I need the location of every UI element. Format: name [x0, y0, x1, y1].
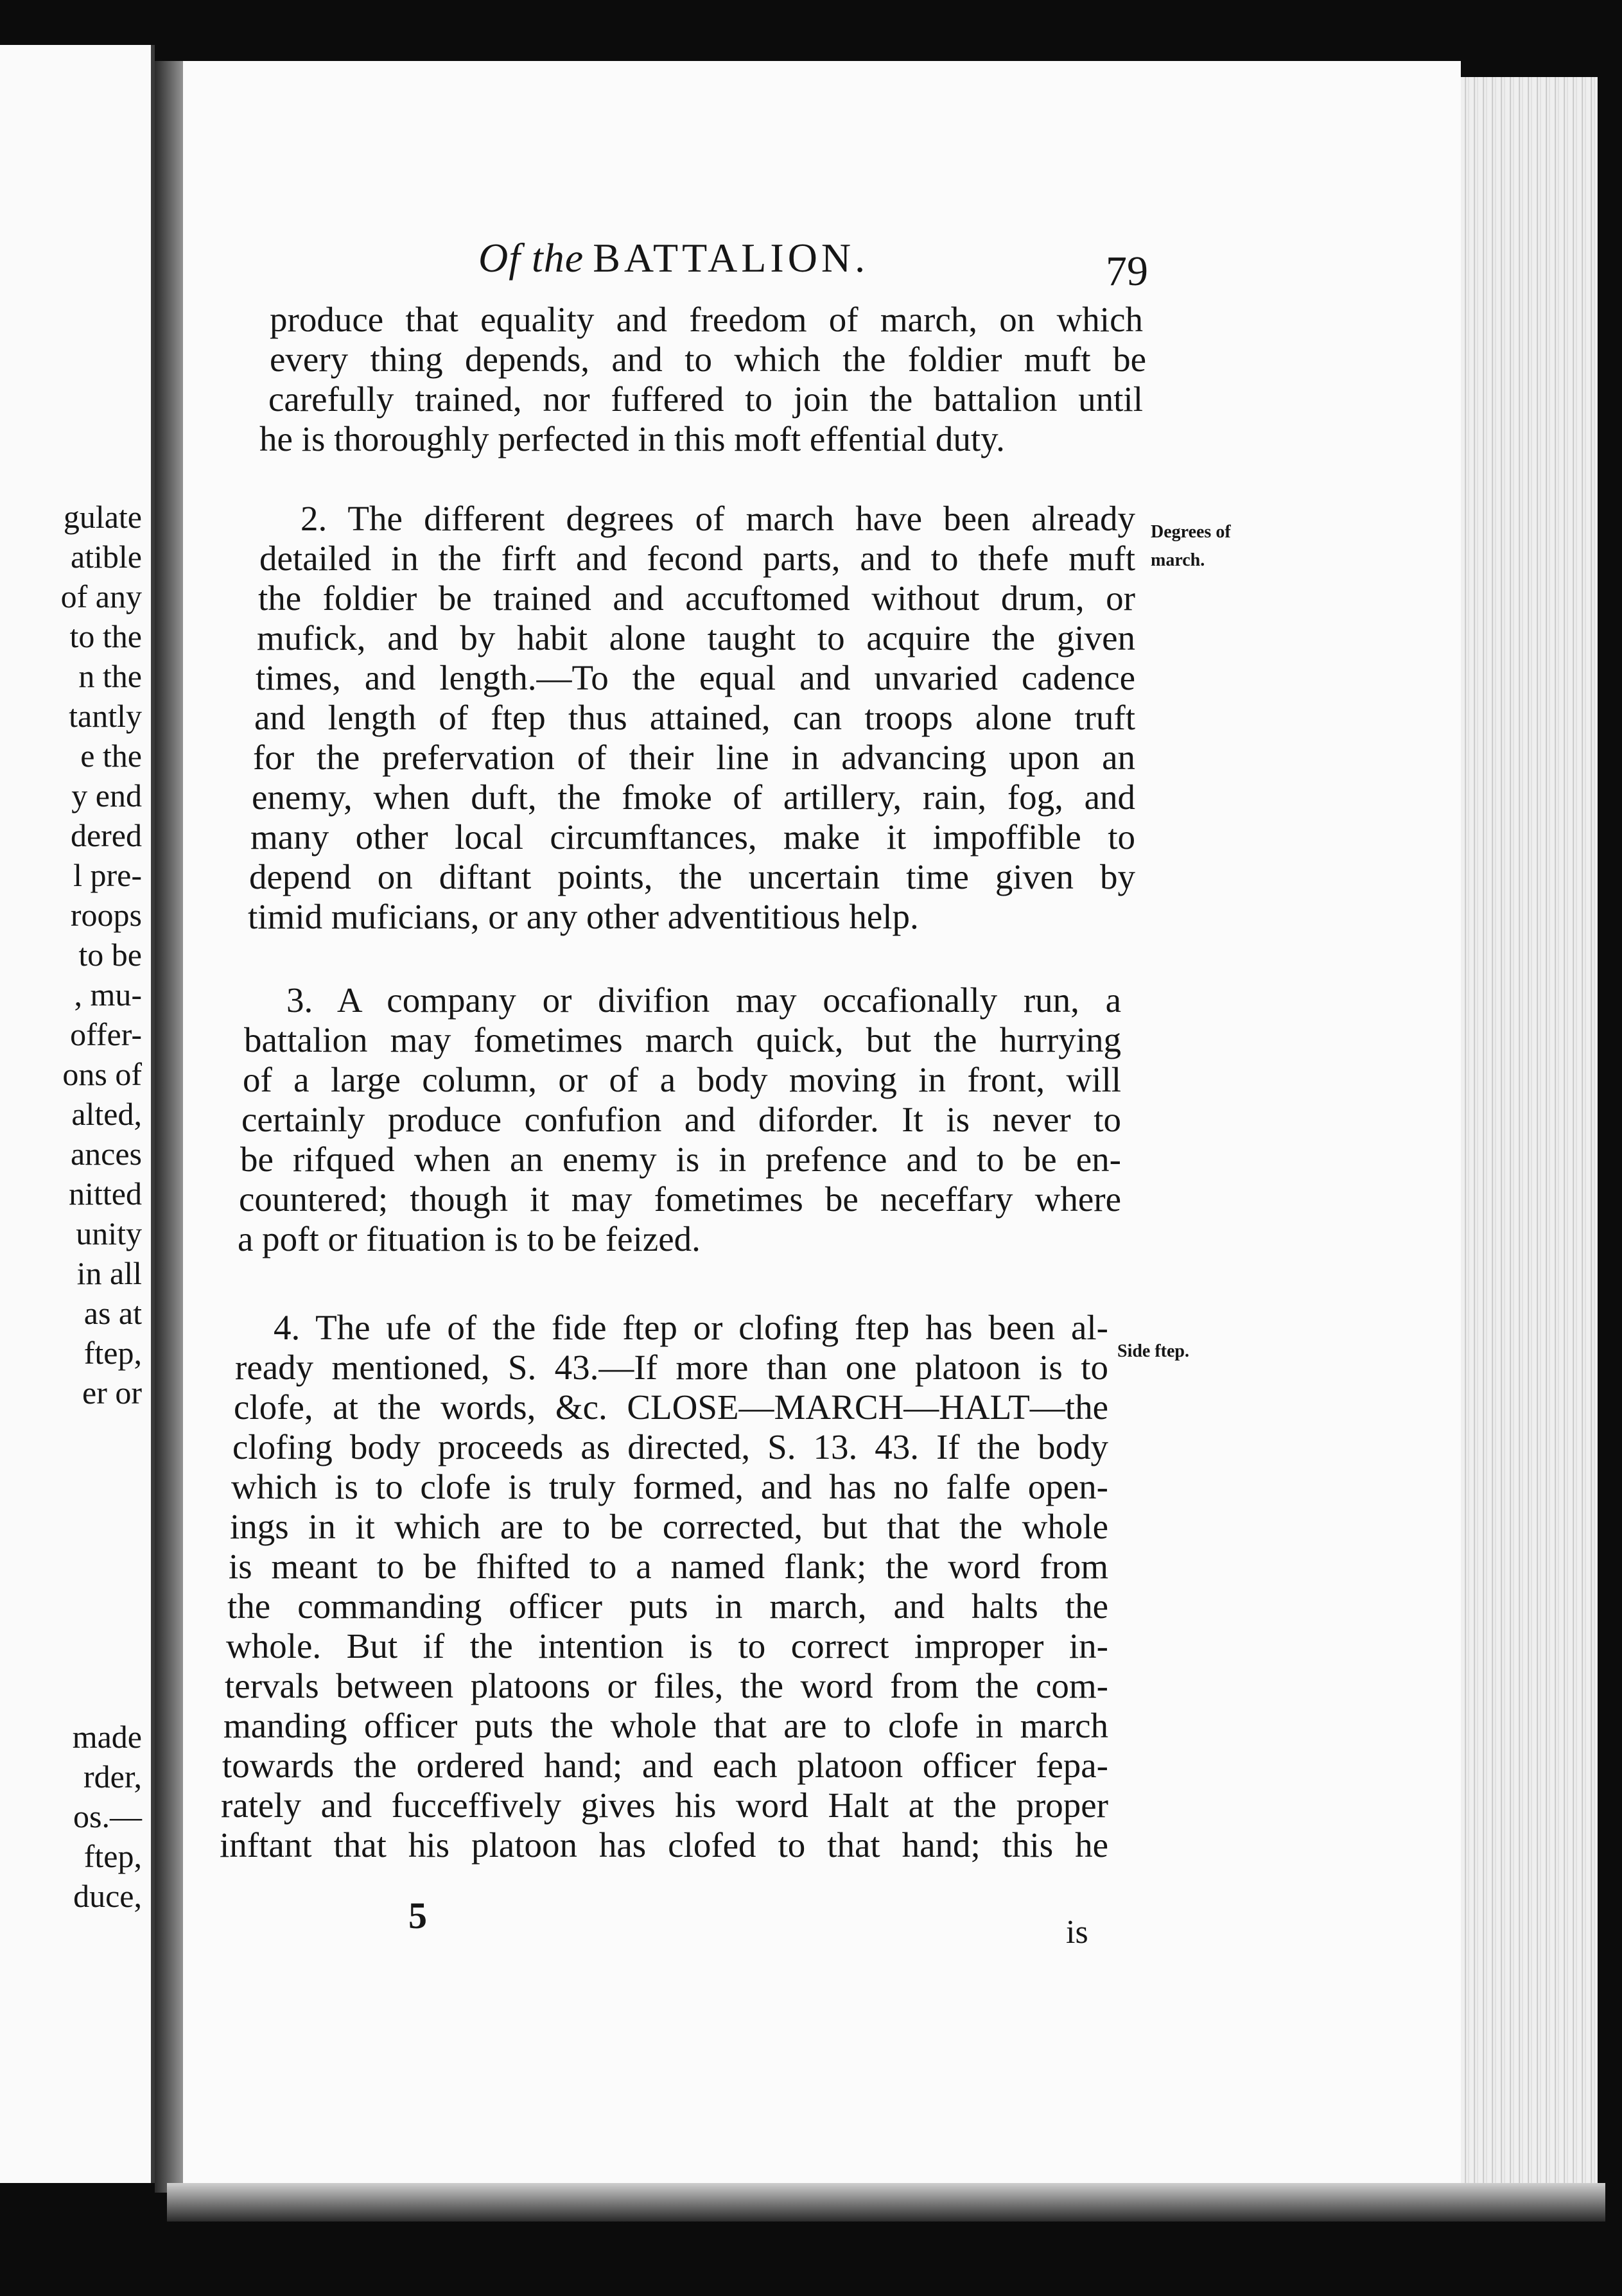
left-page-fragment: , mu-	[74, 977, 142, 1013]
text-line: enemy, when duft, the fmoke of artillery, rain, fog, and	[252, 778, 1135, 817]
text-line: clofing body proceeds as directed, S. 13. 43. If the body	[232, 1427, 1108, 1466]
text-line: ready mentioned, S. 43.—If more than one platoon is to	[235, 1348, 1108, 1387]
text-line: many other local circumftances, make it impoffible to	[250, 817, 1135, 857]
text-line: towards the ordered hand; and each platoon officer fepa-	[222, 1746, 1108, 1785]
text-line: manding officer puts the whole that are to clofe in march	[223, 1706, 1108, 1745]
text-line: clofe, at the words, &c. CLOSE—MARCH—HALT—the	[234, 1387, 1108, 1427]
margin-note-march: march.	[1151, 550, 1205, 570]
left-page-fragment: as at	[83, 1295, 142, 1331]
text-line: whole. But if the intention is to correct improper in-	[226, 1626, 1108, 1665]
text-line: be rifqued when an enemy is in prefence and to be en-	[240, 1140, 1121, 1179]
text-line: inftant that his platoon has clofed to that hand; this he	[220, 1825, 1108, 1865]
text-line: 3. A company or divifion may occafionally run, a	[286, 980, 1121, 1020]
text-line: depend on diftant points, the uncertain time given by	[249, 857, 1135, 896]
left-page-fragment: l pre-	[73, 857, 142, 893]
left-page-fragment: to be	[78, 937, 142, 973]
signature-mark: 5	[408, 1895, 427, 1936]
text-line: a poft or fituation is to be feized.	[238, 1219, 701, 1258]
left-page-fragment: in all	[76, 1255, 142, 1291]
left-page-fragment: tantly	[69, 698, 142, 734]
left-page-fragment: of any	[60, 578, 142, 614]
text-line: is meant to be fhifted to a named flank; the word from	[229, 1547, 1108, 1586]
left-page-fragment: rder,	[83, 1759, 142, 1795]
left-page-fragment: roops	[70, 897, 142, 933]
left-page-fragment: ftep,	[83, 1838, 142, 1874]
left-page-fragment: nitted	[69, 1176, 142, 1212]
text-line: rately and fucceffively gives his word Halt at the proper	[221, 1786, 1108, 1825]
text-line: timid muficians, or any other adventitious help.	[248, 897, 919, 936]
text-line: which is to clofe is truly formed, and has no falfe open-	[231, 1467, 1108, 1506]
text-line: produce that equality and freedom of march, on which	[270, 300, 1143, 339]
left-page-fragment: unity	[76, 1215, 142, 1251]
left-page-fragment: y end	[71, 778, 142, 813]
left-page-fragment: ons of	[62, 1056, 142, 1092]
left-page-fragment: e the	[80, 738, 142, 774]
text-line: times, and length.—To the equal and unvaried cadence	[256, 658, 1135, 697]
catchword: is	[1066, 1914, 1088, 1951]
margin-note-degrees: Degrees of	[1151, 522, 1231, 542]
page-number: 79	[1106, 248, 1148, 295]
left-page-fragment: atible	[70, 539, 142, 575]
running-head	[478, 234, 869, 282]
text-line: carefully trained, nor fuffered to join the battalion until	[268, 379, 1143, 419]
text-line: for the prefervation of their line in advancing upon an	[253, 738, 1135, 777]
left-page-fragment: offer-	[70, 1016, 142, 1052]
text-line: the commanding officer puts in march, and halts the	[227, 1587, 1108, 1626]
text-line: certainly produce confufion and diforder. It is never to	[241, 1100, 1121, 1139]
text-line: battalion may fometimes march quick, but the hurrying	[244, 1020, 1121, 1059]
left-page-fragment: alted,	[71, 1096, 142, 1132]
text-line: tervals between platoons or files, the word from the com-	[225, 1666, 1108, 1705]
left-page-fragment: os.—	[73, 1798, 142, 1834]
text-line: of a large column, or of a body moving in front, will	[243, 1060, 1121, 1099]
left-page-fragment: dered	[70, 817, 142, 853]
left-page-fragment: to the	[69, 618, 142, 654]
left-page-fragment: n the	[78, 658, 142, 694]
text-line: and length of ftep thus attained, can troops alone truft	[254, 698, 1135, 737]
running-head-title: BATTALION.	[593, 235, 869, 281]
text-line: ings in it which are to be corrected, but that the whole	[230, 1507, 1108, 1546]
running-head-prefix: Of the	[478, 235, 584, 281]
text-line: he is thoroughly perfected in this moft effential duty.	[259, 419, 1005, 458]
left-page-fragment: gulate	[63, 499, 142, 535]
left-page-fragment: ftep,	[83, 1335, 142, 1371]
text-line: mufick, and by habit alone taught to acquire the given	[257, 618, 1135, 657]
text-line: 4. The ufe of the fide ftep or clofing ftep has been al-	[274, 1308, 1108, 1347]
text-line: detailed in the firft and fecond parts, and to thefe muft	[259, 539, 1135, 578]
left-page-fragment: ances	[70, 1136, 142, 1172]
left-page-fragment: made	[72, 1719, 142, 1755]
text-line: countered; though it may fometimes be neceffary where	[239, 1179, 1121, 1219]
text-line: the foldier be trained and accuftomed without drum, or	[258, 578, 1135, 618]
left-page-fragment: duce,	[73, 1878, 142, 1914]
text-line: 2. The different degrees of march have been already	[301, 499, 1135, 538]
left-page-fragment: er or	[82, 1375, 142, 1411]
margin-note-side-step: Side ftep.	[1117, 1341, 1189, 1361]
text-line: every thing depends, and to which the foldier muft be	[270, 340, 1146, 379]
